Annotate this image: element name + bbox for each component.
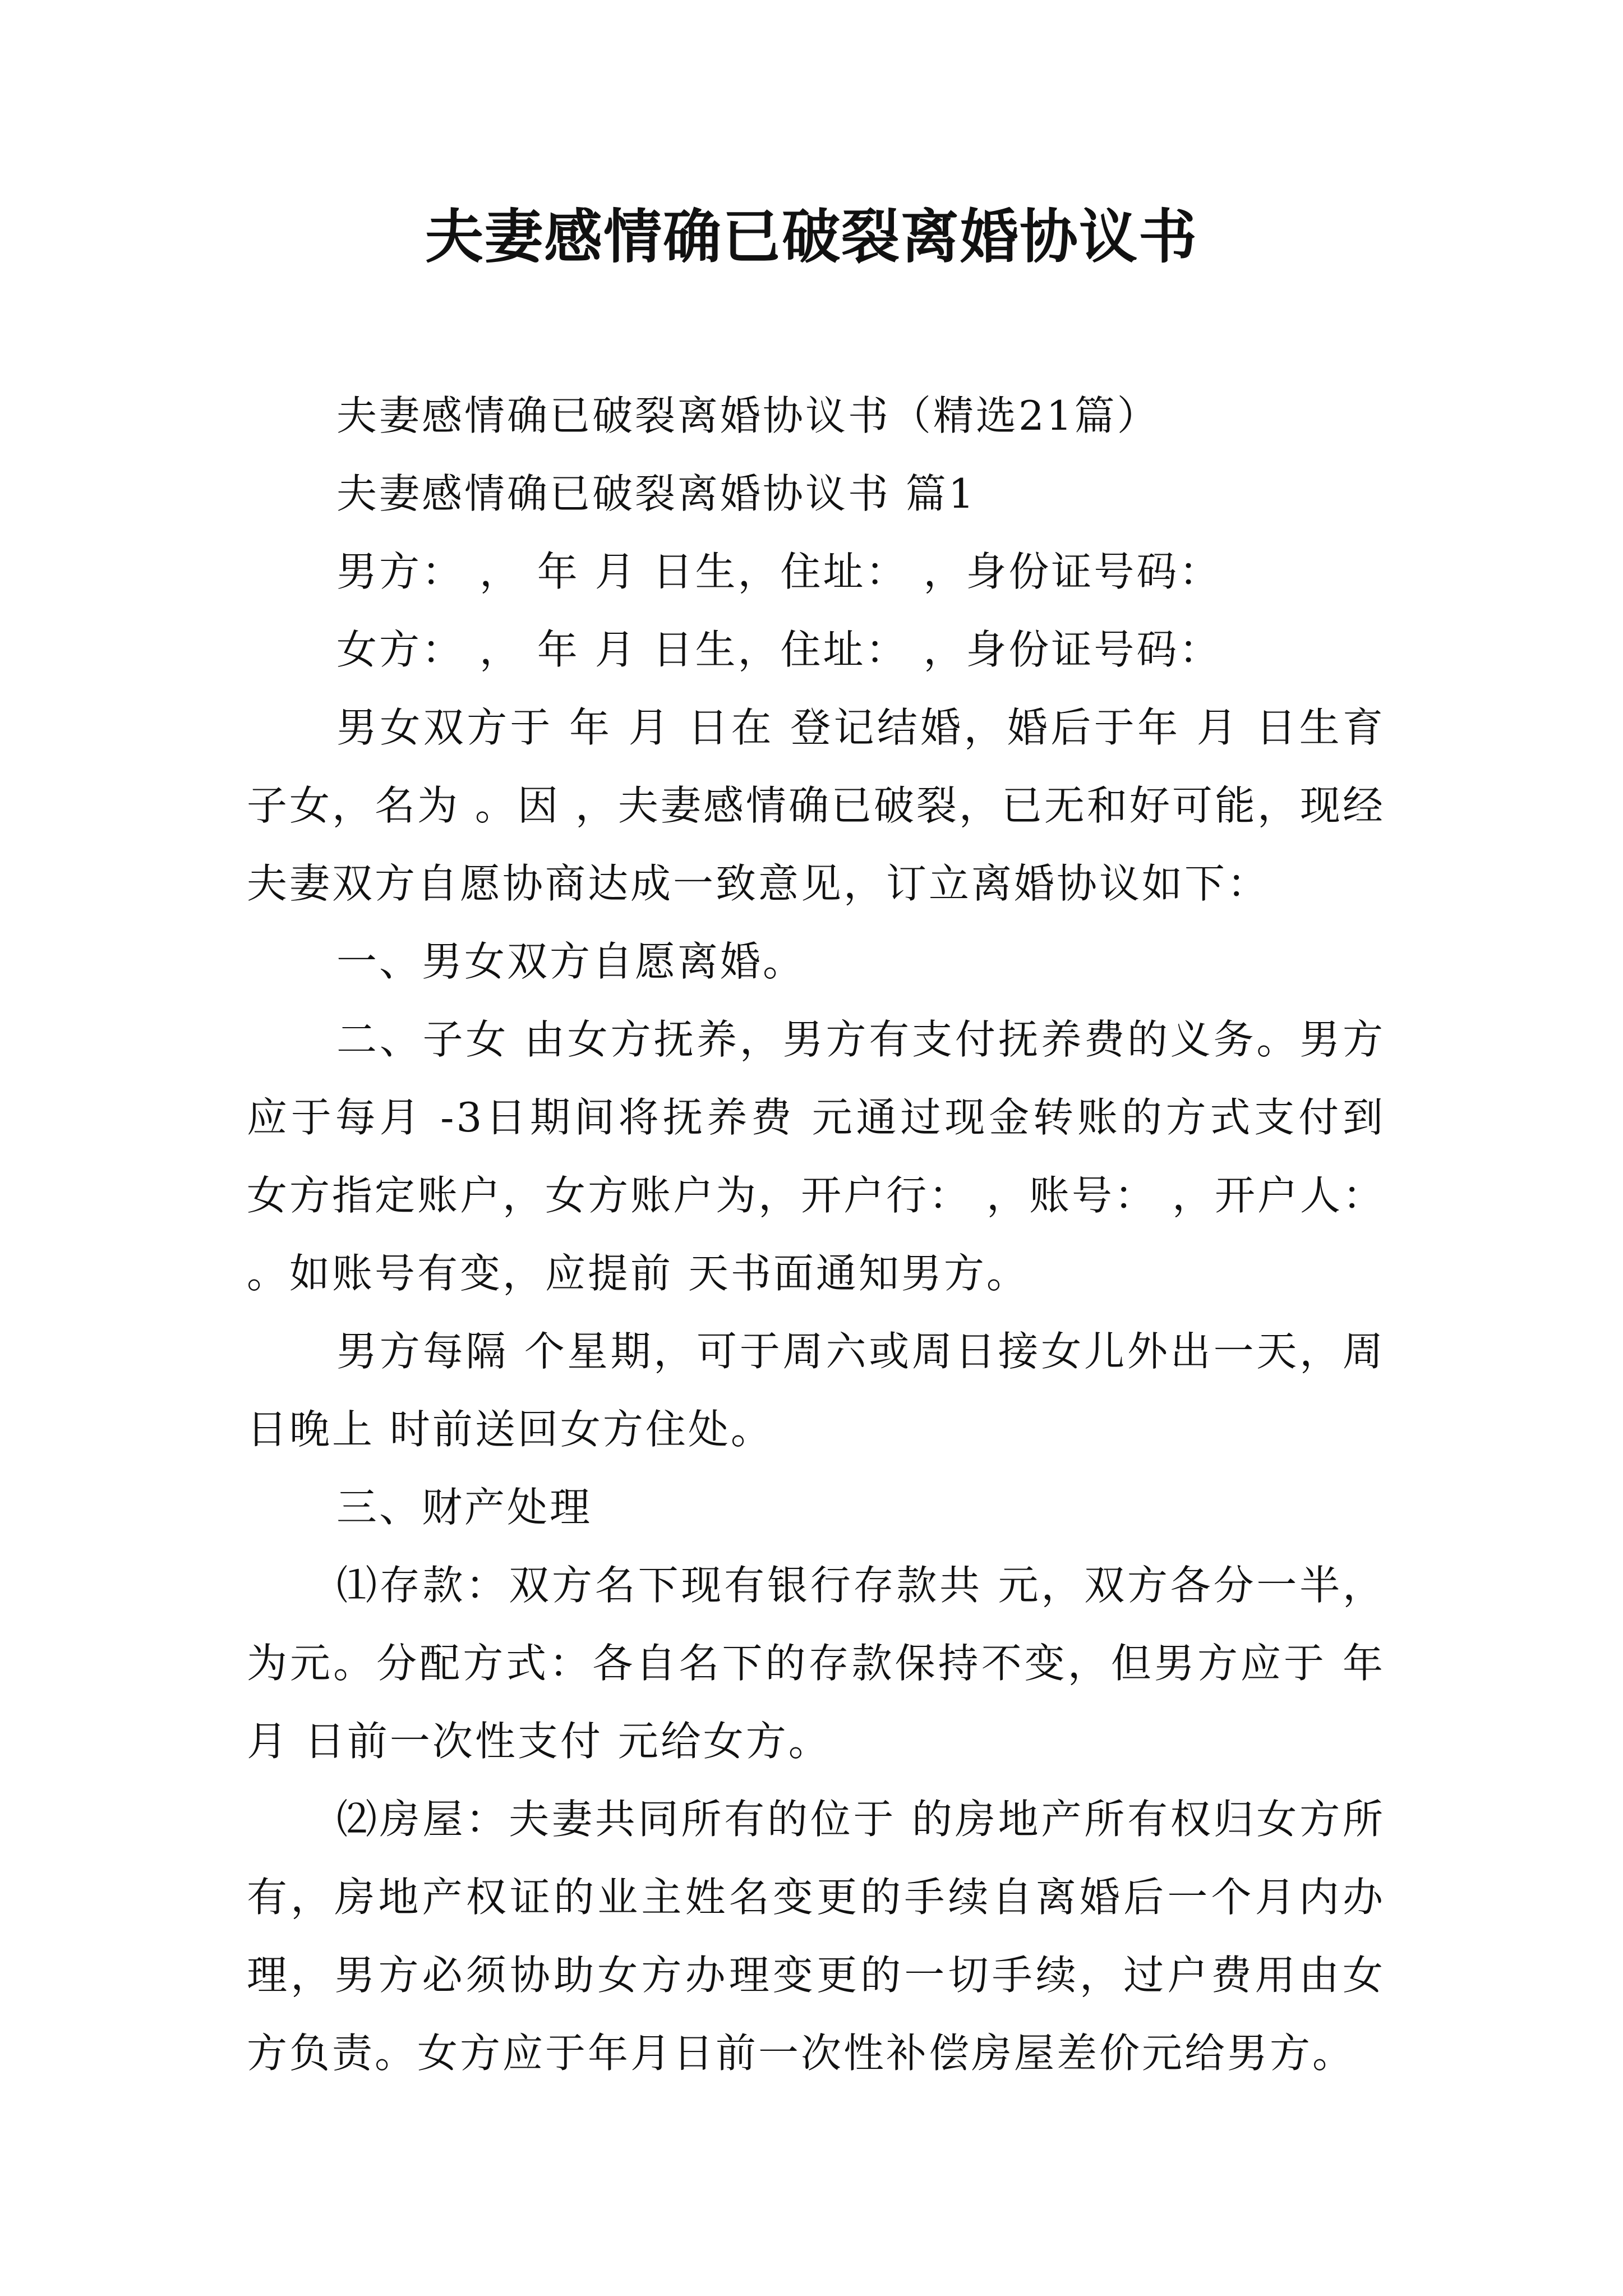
husband-info-paragraph: 男方： ， 年 月 日生，住址： ，身份证号码： (336, 548, 1222, 595)
section-heading: 夫妻感情确已破裂离婚协议书 篇1 (336, 470, 976, 517)
clause-divorce-paragraph: 一、男女双方自愿离婚。 (336, 938, 806, 985)
document-title: 夫妻感情确已破裂离婚协议书 (425, 203, 1198, 271)
document-body (247, 377, 1385, 2092)
wife-info-paragraph: 女方： ， 年 月 日生，住址： ，身份证号码： (336, 626, 1222, 673)
subtitle-paragraph: 夫妻感情确已破裂离婚协议书（精选21篇） (336, 392, 1160, 439)
deposit-paragraph: ⑴存款：双方名下现有银行存款共 元，双方各分一半，为元。分配方式：各自名下的存款保持不变，但男方应于 年 月 日前一次性支付 元给女方。 (247, 1562, 1385, 1765)
house-paragraph: ⑵房屋：夫妻共同所有的位于 的房地产所有权归女方所有，房地产权证的业主姓名变更的手续自离婚后一个月内办理，男方必须协助女方办理变更的一切手续，过户费用由女方负责。女方应于年月日前一次性补偿房屋差价元给男方。 (247, 1796, 1385, 2077)
visitation-paragraph: 男方每隔 个星期，可于周六或周日接女儿外出一天，周日晚上 时前送回女方住处。 (247, 1328, 1385, 1453)
clause-property-heading: 三、财产处理 (336, 1484, 593, 1531)
clause-children-paragraph: 二、子女 由女方抚养，男方有支付抚养费的义务。男方应于每月 -3日期间将抚养费 元通过现金转账的方式支付到女方指定账户，女方账户为，开户行： ，账号： ，开户人： 。如账号有变，应提前 天书面通知男方。 (247, 1016, 1385, 1297)
marriage-background-paragraph: 男女双方于 年 月 日在 登记结婚，婚后于年 月 日生育子女，名为 。因 ，夫妻感情确已破裂，已无和好可能，现经夫妻双方自愿协商达成一致意见，订立离婚协议如下： (247, 704, 1385, 907)
